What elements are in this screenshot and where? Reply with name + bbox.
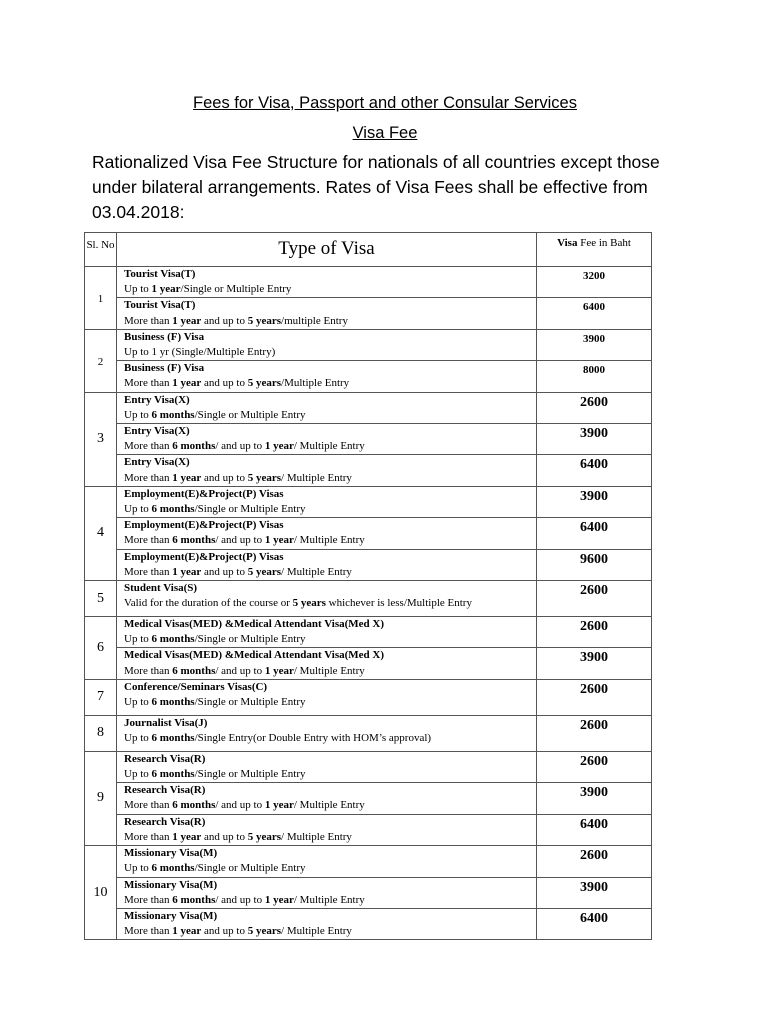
visa-description: Up to 6 months/Single or Multiple Entry (124, 862, 306, 875)
visa-fee-amount: 9600 (537, 549, 652, 580)
header-sl-no: Sl. No (85, 233, 117, 267)
table-row (85, 267, 652, 298)
visa-name: Research Visa(R) (124, 784, 206, 797)
visa-name: Conference/Seminars Visas(C) (124, 680, 268, 693)
visa-description: More than 1 year and up to 5 years/ Multiple Entry (124, 565, 352, 578)
visa-description: More than 1 year and up to 5 years/ Multiple Entry (124, 830, 352, 843)
visa-type-cell (117, 877, 537, 908)
visa-type-cell (117, 814, 537, 845)
visa-type-cell (117, 648, 537, 679)
visa-type-cell (117, 715, 537, 751)
serial-number: 10 (85, 846, 117, 940)
visa-fee-amount: 3900 (537, 329, 652, 360)
table-row (85, 329, 652, 360)
visa-fee-amount: 2600 (537, 581, 652, 617)
table-row (85, 581, 652, 617)
table-row (85, 783, 652, 814)
visa-fee-table (84, 232, 652, 940)
visa-type-cell (117, 455, 537, 486)
serial-number: 8 (85, 715, 117, 751)
visa-name: Journalist Visa(J) (124, 716, 208, 729)
visa-name: Entry Visa(X) (124, 456, 190, 469)
visa-fee-amount: 3900 (537, 424, 652, 455)
visa-fee-amount: 2600 (537, 751, 652, 782)
serial-number: 4 (85, 486, 117, 580)
table-row (85, 392, 652, 423)
table-row (85, 715, 652, 751)
table-row (85, 751, 652, 782)
header-type-of-visa: Type of Visa (117, 233, 537, 267)
table-row (85, 424, 652, 455)
visa-type-cell (117, 908, 537, 939)
header-visa-fee-rest: Fee in Baht (577, 237, 631, 249)
visa-description: Up to 6 months/Single or Multiple Entry (124, 768, 306, 781)
visa-fee-amount: 2600 (537, 715, 652, 751)
visa-name: Missionary Visa(M) (124, 847, 218, 860)
intro-paragraph: Rationalized Visa Fee Structure for nationals of all countries except those under bilateral arrangements. Rates of Visa Fees shall be effective from 03.04.2018: (92, 152, 660, 222)
visa-type-cell (117, 549, 537, 580)
serial-number: 7 (85, 679, 117, 715)
visa-type-cell (117, 486, 537, 517)
visa-fee-amount: 8000 (537, 361, 652, 392)
visa-type-cell (117, 329, 537, 360)
visa-type-cell (117, 751, 537, 782)
visa-name: Missionary Visa(M) (124, 909, 218, 922)
visa-name: Medical Visas(MED) &Medical Attendant Visa(Med X) (124, 649, 384, 662)
table-row (85, 549, 652, 580)
visa-name: Research Visa(R) (124, 752, 206, 765)
visa-type-cell (117, 846, 537, 877)
visa-description: More than 6 months/ and up to 1 year/ Multiple Entry (124, 893, 365, 906)
visa-description: More than 1 year and up to 5 years/multiple Entry (124, 314, 348, 327)
visa-fee-amount: 2600 (537, 679, 652, 715)
visa-description: Valid for the duration of the course or 5 years whichever is less/Multiple Entry (124, 597, 472, 610)
serial-number: 1 (85, 267, 117, 330)
table-row (85, 518, 652, 549)
visa-name: Employment(E)&Project(P) Visas (124, 550, 284, 563)
visa-description: Up to 6 months/Single Entry(or Double Entry with HOM’s approval) (124, 732, 432, 745)
visa-fee-amount: 6400 (537, 814, 652, 845)
visa-name: Entry Visa(X) (124, 425, 190, 438)
visa-description: Up to 1 year/Single or Multiple Entry (124, 283, 292, 296)
visa-description: More than 6 months/ and up to 1 year/ Multiple Entry (124, 664, 365, 677)
visa-name: Medical Visas(MED) &Medical Attendant Visa(Med X) (124, 618, 384, 631)
visa-fee-amount: 6400 (537, 908, 652, 939)
visa-name: Tourist Visa(T) (124, 299, 196, 312)
visa-description: More than 1 year and up to 5 years/Multiple Entry (124, 377, 350, 390)
visa-name: Employment(E)&Project(P) Visas (124, 487, 284, 500)
visa-fee-amount: 6400 (537, 455, 652, 486)
visa-name: Employment(E)&Project(P) Visas (124, 519, 284, 532)
visa-description: Up to 6 months/Single or Multiple Entry (124, 503, 306, 516)
visa-description: More than 6 months/ and up to 1 year/ Multiple Entry (124, 799, 365, 812)
visa-description: More than 6 months/ and up to 1 year/ Multiple Entry (124, 534, 365, 547)
visa-fee-amount: 3900 (537, 877, 652, 908)
visa-fee-amount: 2600 (537, 846, 652, 877)
visa-type-cell (117, 267, 537, 298)
table-row (85, 455, 652, 486)
visa-fee-amount: 6400 (537, 298, 652, 329)
table-row (85, 617, 652, 648)
serial-number: 9 (85, 751, 117, 845)
visa-name: Business (F) Visa (124, 330, 205, 343)
visa-description: Up to 1 yr (Single/Multiple Entry) (124, 346, 276, 359)
table-row (85, 846, 652, 877)
table-row (85, 877, 652, 908)
visa-fee-amount: 3900 (537, 486, 652, 517)
serial-number: 6 (85, 617, 117, 680)
visa-description: Up to 6 months/Single or Multiple Entry (124, 408, 306, 421)
page-subheading: Visa Fee (352, 124, 418, 142)
serial-number: 5 (85, 581, 117, 617)
table-row (85, 648, 652, 679)
visa-type-cell (117, 424, 537, 455)
visa-description: More than 1 year and up to 5 years/ Multiple Entry (124, 925, 352, 938)
visa-fee-amount: 3900 (537, 648, 652, 679)
visa-fee-amount: 2600 (537, 617, 652, 648)
table-header-row (85, 233, 652, 267)
visa-type-cell (117, 298, 537, 329)
visa-type-cell (117, 392, 537, 423)
visa-description: Up to 6 months/Single or Multiple Entry (124, 633, 306, 646)
visa-type-cell (117, 783, 537, 814)
visa-type-cell (117, 617, 537, 648)
visa-name: Business (F) Visa (124, 362, 205, 375)
visa-type-cell (117, 679, 537, 715)
visa-description: More than 1 year and up to 5 years/ Multiple Entry (124, 471, 352, 484)
visa-description: Up to 6 months/Single or Multiple Entry (124, 696, 306, 709)
visa-type-cell (117, 518, 537, 549)
visa-fee-amount: 2600 (537, 392, 652, 423)
table-row (85, 679, 652, 715)
header-visa-fee (537, 233, 652, 267)
visa-type-cell (117, 581, 537, 617)
table-row (85, 298, 652, 329)
visa-name: Entry Visa(X) (124, 393, 190, 406)
header-visa-fee-bold: Visa (557, 237, 578, 249)
page-heading: Fees for Visa, Passport and other Consular Services (193, 94, 577, 112)
table-row (85, 486, 652, 517)
table-row (85, 814, 652, 845)
visa-name: Missionary Visa(M) (124, 878, 218, 891)
visa-name: Tourist Visa(T) (124, 268, 196, 280)
visa-name: Research Visa(R) (124, 815, 206, 828)
visa-fee-amount: 3200 (537, 267, 652, 298)
visa-fee-amount: 3900 (537, 783, 652, 814)
table-row (85, 361, 652, 392)
visa-fee-amount: 6400 (537, 518, 652, 549)
serial-number: 2 (85, 329, 117, 392)
serial-number: 3 (85, 392, 117, 486)
visa-description: More than 6 months/ and up to 1 year/ Multiple Entry (124, 440, 365, 453)
table-row (85, 908, 652, 939)
visa-type-cell (117, 361, 537, 392)
visa-name: Student Visa(S) (124, 582, 198, 595)
